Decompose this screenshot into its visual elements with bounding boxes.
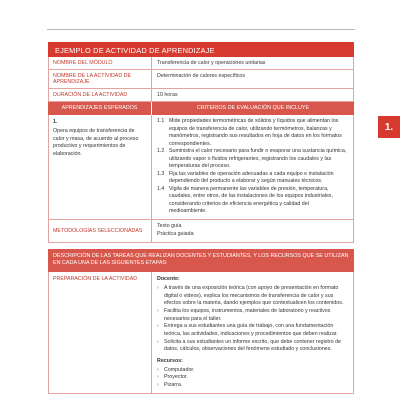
list-item	[157, 339, 348, 354]
list-item	[157, 308, 348, 323]
chevron-right-icon: ›	[157, 323, 159, 330]
row-value	[152, 220, 354, 242]
chevron-right-icon: ›	[157, 374, 159, 381]
row-methodologies	[48, 220, 354, 243]
list-item-text: A través de una exposición teórica (con apoyo de presentación en formato digital o videos), explica los mecanismos de transferencia de calor y sus efectos sobre la materia, dando ejemplos que contextualicen los contenidos.	[164, 284, 344, 307]
resource-text: Computador.	[164, 366, 195, 373]
table-header	[48, 102, 354, 115]
teacher-title: Docente:	[157, 276, 180, 283]
methodology-item: Texto guía	[157, 222, 182, 229]
row-value: Transferencia de calor y operaciones unitarias	[152, 57, 354, 69]
criterion-number: 1.1	[157, 118, 165, 124]
criterion-number: 1.4	[157, 185, 165, 192]
chevron-right-icon: ›	[157, 366, 159, 373]
row-duration	[48, 89, 354, 102]
chevron-right-icon: ›	[157, 381, 159, 388]
resource-item	[157, 382, 348, 390]
criterion-number: 1.2	[157, 148, 165, 155]
row-value: Determinación de calores específicos	[152, 70, 354, 88]
criterion-item	[157, 186, 348, 216]
row-label: PREPARACIÓN DE LA ACTIVIDAD	[48, 272, 152, 392]
criterion-item	[157, 118, 348, 148]
list-item-text: Facilita los equipos, instrumentos, materiales de laboratorio y reactivos necesarios para el taller.	[164, 307, 331, 322]
row-label: METODOLOGÍAS SELECCIONADAS	[48, 220, 152, 242]
row-label: NOMBRE DEL MÓDULO	[48, 57, 152, 69]
tasks-description-band: DESCRIPCIÓN DE LAS TAREAS QUE REALIZAN DOCENTES Y ESTUDIANTES, Y LOS RECURSOS QUE SE UTILIZAN EN CADA UNA DE LAS SIGUIENTES ETAPAS:	[48, 249, 354, 273]
list-item-text: Solicita a sus estudiantes un informe escrito, que debe contener registro de datos, cálculos, observaciones del fenómeno estudiado y conclusiones.	[164, 338, 341, 353]
criterion-text: Vigila de manera permanente las variables de presión, temperatura, caudales, entre otros, de las instalaciones de los equipos industriales, considerando criterios de eficiencia energética y calidad del medioambiente.	[169, 185, 334, 215]
header-criteria: CRITERIOS DE EVALUACIÓN QUE INCLUYE	[152, 102, 354, 115]
activity-document	[48, 42, 354, 394]
criterion-number: 1.3	[157, 170, 165, 177]
chevron-right-icon: ›	[157, 284, 159, 291]
criterion-text: Mide propiedades termométricas de sólidos y líquidos que alimentan los equipos de transferencia de calor, utilizando termómetros, balanzas y manómetros, registrando sus resultados en hoja de datos en los formatos correspondientes.	[169, 118, 342, 147]
expected-learning-cell	[48, 115, 152, 219]
resource-item	[157, 374, 348, 382]
learning-text: Opera equipos de transferencia de calor y masa, de acuerdo al proceso productivo y requerimientos de elaboración.	[53, 128, 139, 157]
learning-criteria-row	[48, 115, 354, 220]
row-label: NOMBRE DE LA ACTIVIDAD DE APRENDIZAJE	[48, 70, 152, 88]
resource-text: Proyector.	[164, 374, 188, 381]
resource-text: Pizarra.	[164, 381, 183, 388]
row-preparation	[48, 272, 354, 393]
list-item-text: Entrega a sus estudiantes una guía de trabajo, con una fundamentación teórica, las actividades, indicaciones y procedimientos que deben realizar.	[164, 323, 338, 337]
list-item	[157, 285, 348, 308]
row-activity-name	[48, 70, 354, 89]
row-value: 10 horas	[152, 89, 354, 101]
resource-item	[157, 367, 348, 375]
criterion-item	[157, 171, 348, 186]
chevron-right-icon: ›	[157, 307, 159, 314]
chapter-tab[interactable]: 1.	[378, 116, 400, 138]
row-module-name	[48, 57, 354, 70]
row-label: DURACIÓN DE LA ACTIVIDAD	[48, 89, 152, 101]
criterion-text: Suministra el calor necesario para fundir o evaporar una sustancia química, utilizando vapor o fluidos refrigerantes, registrando los caudales y las temperaturas del proceso.	[169, 148, 347, 170]
methodology-item: Práctica guiada	[157, 230, 194, 237]
criterion-item	[157, 148, 348, 171]
resources-title: Recursos:	[157, 357, 183, 364]
header-expected-learning: APRENDIZAJES ESPERADOS	[48, 102, 152, 115]
learning-number: 1.	[53, 119, 58, 125]
criterion-text: Fija las variables de operación adecuadas a cada equipo e instalación dependiendo del producto a elaborar y según manuales técnicos.	[169, 170, 334, 185]
top-rule	[47, 29, 355, 30]
document-title: EJEMPLO DE ACTIVIDAD DE APRENDIZAJE	[48, 42, 354, 57]
row-value	[152, 272, 354, 392]
criteria-cell	[152, 115, 354, 219]
list-item	[157, 323, 348, 338]
chevron-right-icon: ›	[157, 338, 159, 345]
